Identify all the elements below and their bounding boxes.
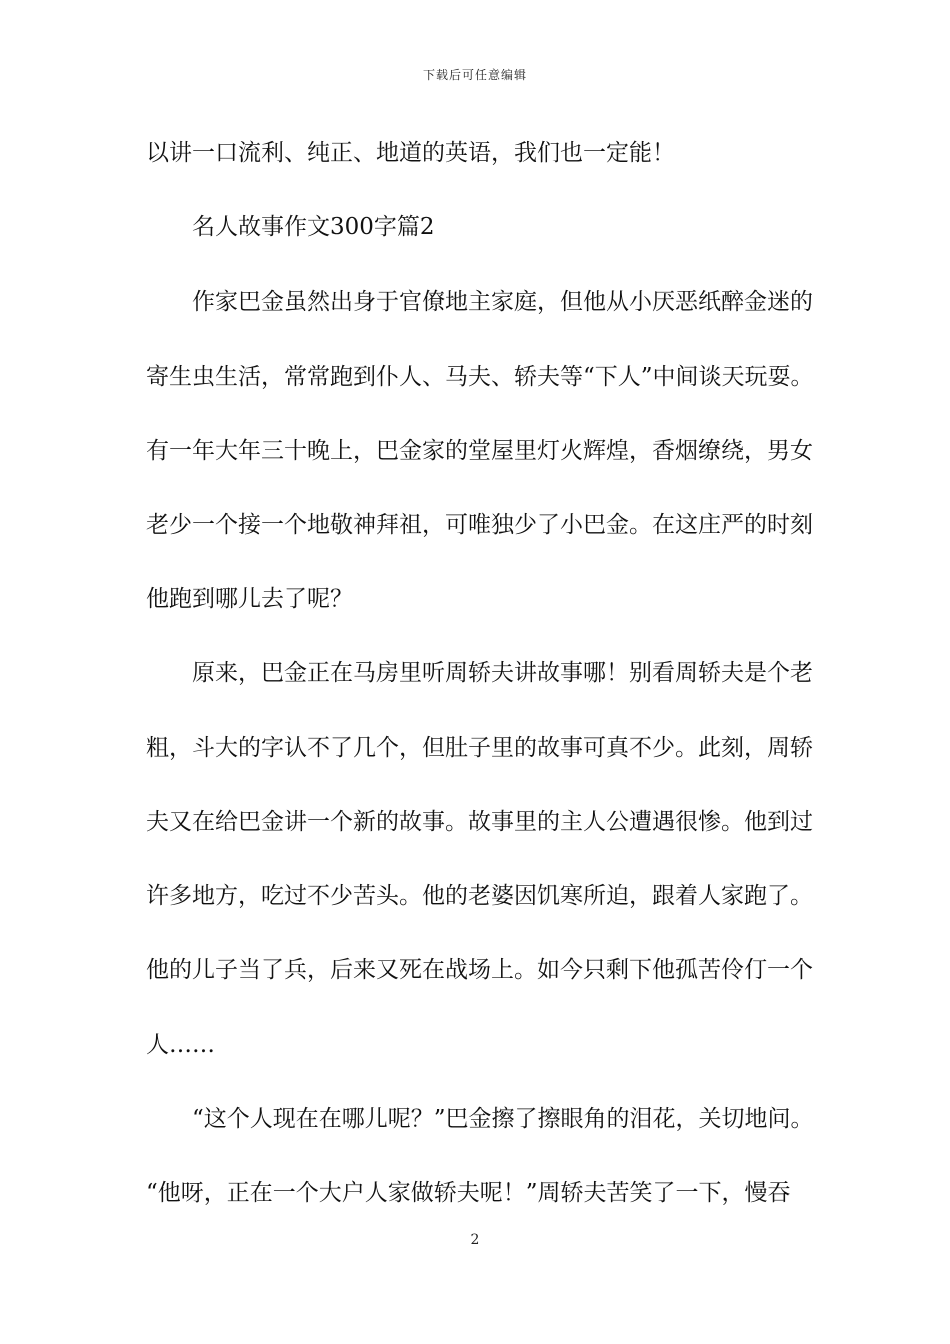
text-line: 老少一个接一个地敬神拜祖，可唯独少了小巴金。在这庄严的时刻 (146, 512, 813, 538)
text-line: 以讲一口流利、纯正、地道的英语，我们也一定能！ (146, 140, 675, 166)
page-header: 下载后可任意编辑 (422, 68, 527, 82)
text-line: 粗，斗大的字认不了几个，但肚子里的故事可真不少。此刻，周轿 (146, 735, 813, 761)
text-line: 作家巴金虽然出身于官僚地主家庭，但他从小厌恶纸醉金迷的 (192, 289, 813, 315)
text-line: 他跑到哪儿去了呢？ (146, 586, 353, 612)
page-number: 2 (470, 1232, 480, 1248)
text-line: “这个人现在在哪儿呢？”巴金擦了擦眼角的泪花，关切地问。 (192, 1106, 814, 1132)
text-line: 夫又在给巴金讲一个新的故事。故事里的主人公遭遇很惨。他到过 (146, 809, 813, 835)
text-line: 原来，巴金正在马房里听周轿夫讲故事哪！别看周轿夫是个老 (192, 660, 813, 686)
text-line: 许多地方，吃过不少苦头。他的老婆因饥寒所迫，跟着人家跑了。 (146, 883, 813, 909)
text-line: 寄生虫生活，常常跑到仆人、马夫、轿夫等“下人”中间谈天玩耍。 (146, 364, 814, 390)
text-line: “他呀，正在一个大户人家做轿夫呢！”周轿夫苦笑了一下，慢吞 (146, 1180, 791, 1206)
text-line: 有一年大年三十晚上，巴金家的堂屋里灯火辉煌，香烟缭绕，男女 (146, 438, 813, 464)
section-heading: 名人故事作文300字篇2 (192, 214, 435, 240)
text-line: 人…… (146, 1032, 215, 1058)
text-line: 他的儿子当了兵，后来又死在战场上。如今只剩下他孤苦伶仃一个 (146, 957, 813, 983)
